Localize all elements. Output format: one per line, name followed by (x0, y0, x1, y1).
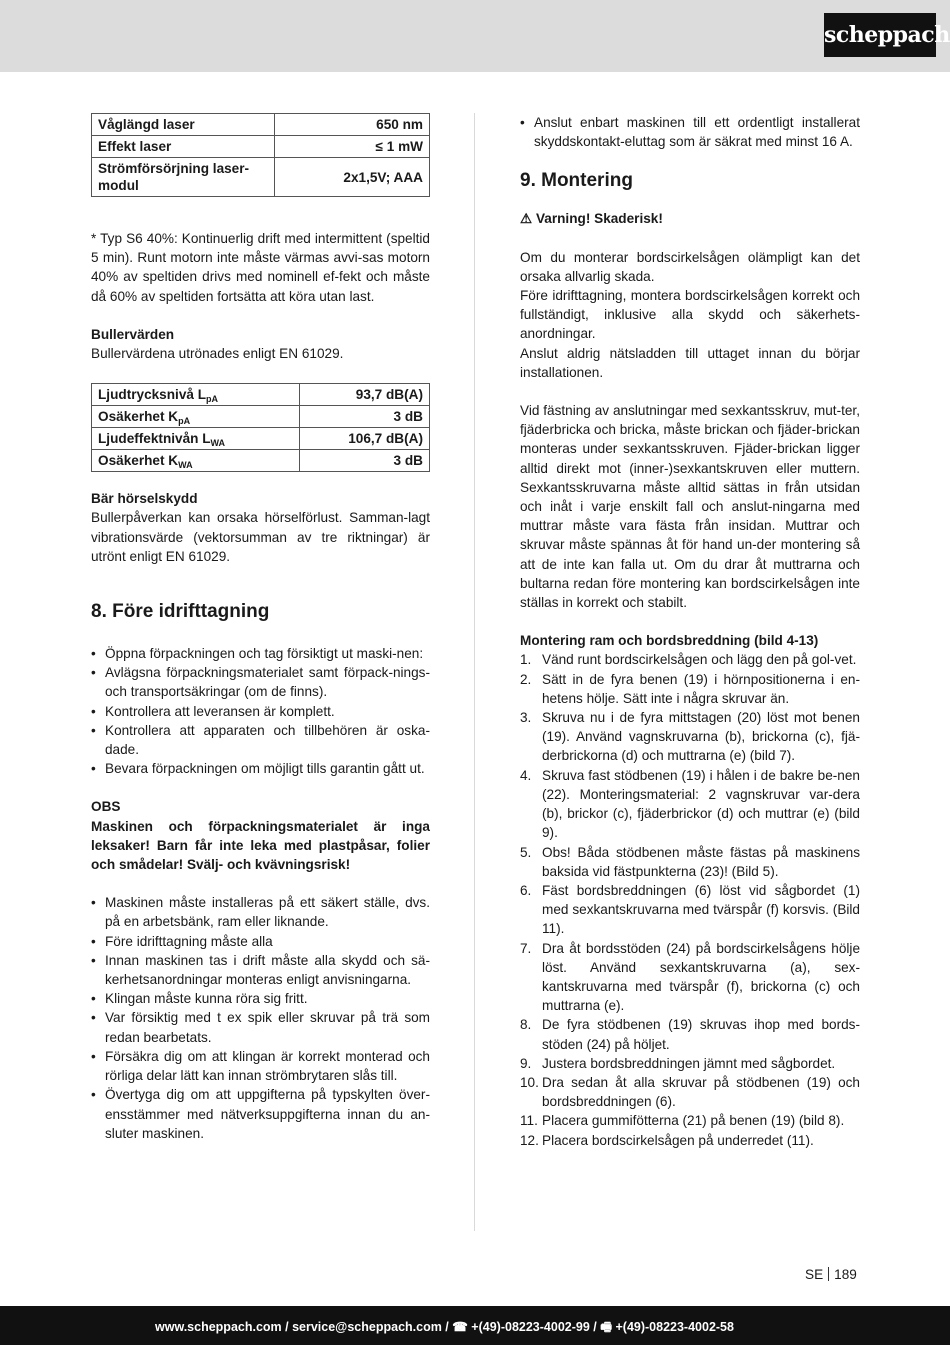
page-footer (0, 1306, 950, 1345)
list-item: • Öppna förpackningen och tag försiktigt ut maski-nen: (91, 644, 430, 663)
list-item: • Var försiktig med t ex spik eller skruvar på trä som redan bearbetats. (91, 1008, 430, 1046)
spec-value: ≤ 1 mW (275, 136, 430, 158)
noise-text: Bullervärdena utrönades enligt EN 61029. (91, 346, 344, 362)
list-item: 1. Vänd runt bordscirkelsågen och lägg den på gol-vet. (520, 652, 857, 668)
table-row (92, 428, 430, 450)
spec-label: Våglängd laser (92, 114, 275, 136)
list-item: • Klingan måste kunna röra sig fritt. (91, 989, 430, 1008)
page-number-separator (828, 1267, 829, 1281)
spec-value: 650 nm (275, 114, 430, 136)
table-row (92, 136, 430, 158)
list-item: 12. Placera bordscirkelsågen på underredet (11). (520, 1132, 814, 1148)
fastening-paragraph: Vid fästning av anslutningar med sexkantsskruv, mut-ter, fjäderbricka och bricka, måste brickan och fjäder-brickan monteras under sexkantsskruven. Fjäder-brickan ligger alltid direkt mot (inner-)sexkantskruven eller muttern. Sexkantsskruvarna måste alltid sättas in från utsidan och inåt i varje enskilt fall och anslut-ningarna med muttrar måste vara fästa från insidan. Muttrar och skruvar måste spännas åt för hand un-der montering så att de inte kan falla ut. Om du drar åt muttrarna och bultarna redan före montering kan bordscirkelsågen inte ställas in korrekt och stabilt. (520, 403, 860, 611)
list-item: • Försäkra dig om att klingan är korrekt monterad och rörliga delar lätt kan innan strömbrytaren slås till. (91, 1047, 430, 1085)
list-item: 5. Obs! Båda stödbenen måste fästas på maskinens baksida vid fästpunkterna (23)! (Bild 5). (520, 844, 860, 879)
noise-value: 3 dB (299, 450, 429, 472)
list-item: 2. Sätt in de fyra benen (19) i hörnpositionerna i en-hetens hölje. Sätt inte i några skruvar än. (520, 671, 860, 706)
column-divider (474, 113, 475, 1231)
noise-label: Osäkerhet $K_{pA}$ (92, 406, 300, 428)
list-item: 10. Dra sedan åt alla skruvar på stödbenen (19) och bordsbreddningen (6). (520, 1074, 860, 1110)
list-item: 7. Dra åt bordsstöden (24) på bordscirkelsågens hölje löst. Använd sexkantskruvarna (a), sex-kantskruvarna med tvärspår (f), brickorna (c) och muttrarna (e). (520, 940, 860, 1014)
list-item: 8. De fyra stödbenen (19) skruvas ihop med bords-stöden (24) på höljet. (520, 1017, 860, 1052)
noise-heading: Bullervärden (91, 326, 175, 342)
list-item: 9. Justera bordsbreddningen jämnt med sågbordet. (520, 1055, 836, 1071)
table-row (92, 406, 430, 428)
scheppach-logo: scheppach (824, 13, 936, 57)
noise-table (91, 383, 430, 472)
list-item: • Övertyga dig om att uppgifterna på typskylten över-ensstämmer med nätverksuppgifterna innan du an-sluter maskinen. (91, 1085, 430, 1143)
list-item: • Kontrollera att leveransen är komplett. (91, 702, 430, 721)
section-9-title: 9. Montering (520, 170, 633, 192)
laser-spec-table (91, 113, 430, 197)
list-item: • Före idrifttagning måste alla (91, 932, 430, 951)
mounting-paragraph: Om du monterar bordscirkelsågen olämpligt kan det orsaka allvarlig skada. (520, 249, 860, 284)
noise-value: 106,7 dB(A) (299, 428, 429, 450)
noise-label: Osäkerhet $K_{WA}$ (92, 450, 300, 472)
section-8-title: 8. Före idrifttagning (91, 601, 270, 623)
list-item: 4. Skruva fast stödbenen (19) i hålen i de bakre be-nen (22). Monteringsmaterial: 2 vagnskruvar var-dera (b), brickor (c), fjäderbrickor (d) och muttrar (e) (bild 9). (520, 767, 860, 841)
right-column (520, 113, 860, 1150)
table-row (92, 114, 430, 136)
duty-cycle-note: * Typ S6 40%: Kontinuerlig drift med intermittent (speltid 5 min). Runt motorn inte måste värmas avvi-sas motorn 40% av speltiden drivs med nominell ef-fekt och måste då 60% av speltiden fortsätta att köra utan last. (91, 231, 430, 304)
mounting-steps (520, 650, 860, 1149)
noise-value: 93,7 dB(A) (299, 384, 429, 406)
table-row (92, 158, 430, 197)
list-item: • Kontrollera att apparaten och tillbehören är oska-dade. (91, 721, 430, 759)
hearing-text: Bullerpåverkan kan orsaka hörselförlust. Samman-lagt vibrationsvärde (vektorsumman av tre riktningar) är utrönt enligt EN 61029. (91, 510, 430, 564)
page-header (0, 0, 950, 72)
noise-label: Ljudtrycksnivå $L_{pA}$ (92, 384, 300, 406)
unpacking-list (91, 644, 430, 778)
spec-label: Effekt laser (92, 136, 275, 158)
table-row (92, 450, 430, 472)
list-item: • Bevara förpackningen om möjligt tills garantin gått ut. (91, 759, 430, 778)
warning-heading: ⚠ Varning! Skaderisk! (520, 211, 663, 227)
installation-list (91, 893, 430, 1143)
spec-label: Strömförsörjning laser-modul (92, 158, 275, 197)
page-number-value: 189 (834, 1267, 857, 1282)
list-item: 11. Placera gummifötterna (21) på benen (19) (bild 8). (520, 1113, 845, 1129)
list-item: 3. Skruva nu i de fyra mittstagen (20) löst mot benen (19). Använd vagnskruvarna (b), brickorna (c), fjä-derbrickorna (d) och muttrarna (e) (bild 7). (520, 710, 860, 764)
obs-warning-text: Maskinen och förpackningsmaterialet är inga leksaker! Barn får inte leka med plastpåsar, folier och smådelar! Svälj- och kvävningsrisk! (91, 818, 430, 873)
page-language: SE (805, 1267, 824, 1282)
mounting-paragraph: Före idrifttagning, montera bordscirkelsågen korrekt och fullständigt, inklusive alla skydd och säkerhets-anordningar. (520, 288, 860, 342)
list-item: • Maskinen måste installeras på ett säkert ställe, dvs. på en arbetsbänk, ram eller liknande. (91, 893, 430, 931)
list-item: • Avlägsna förpackningsmaterialet samt förpack-nings- och transportsäkringar (om de finns). (91, 663, 430, 701)
spec-value: 2x1,5V; AAA (275, 158, 430, 197)
hearing-heading: Bär hörselskydd (91, 491, 198, 507)
noise-value: 3 dB (299, 406, 429, 428)
footer-contact: www.scheppach.com / service@scheppach.com / ☎ +(49)-08223-4002-99 / 🖷 +(49)-08223-4002-58 (155, 1320, 734, 1334)
noise-label: Ljudeffektnivån $L_{WA}$ (92, 428, 300, 450)
mounting-paragraph: Anslut aldrig nätsladden till uttaget innan du börjar installationen. (520, 345, 860, 380)
mount-heading: Montering ram och bordsbreddning (bild 4-13) (520, 633, 819, 649)
list-item: • Anslut enbart maskinen till ett ordentligt installerat skyddskontakt-eluttag som är säkrat med minst 16 A. (520, 113, 860, 151)
socket-list (520, 113, 860, 151)
left-column (91, 113, 430, 1143)
list-item: 6. Fäst bordsbreddningen (6) löst vid sågbordet (1) med sexkantskruvarna med tvärspår (f) korsvis. (Bild 11). (520, 882, 860, 937)
table-row (92, 384, 430, 406)
page-number (805, 1267, 857, 1282)
obs-heading: OBS (91, 799, 121, 815)
list-item: • Innan maskinen tas i drift måste alla skydd och sä-kerhetsanordningar monteras enligt anvisningarna. (91, 951, 430, 989)
